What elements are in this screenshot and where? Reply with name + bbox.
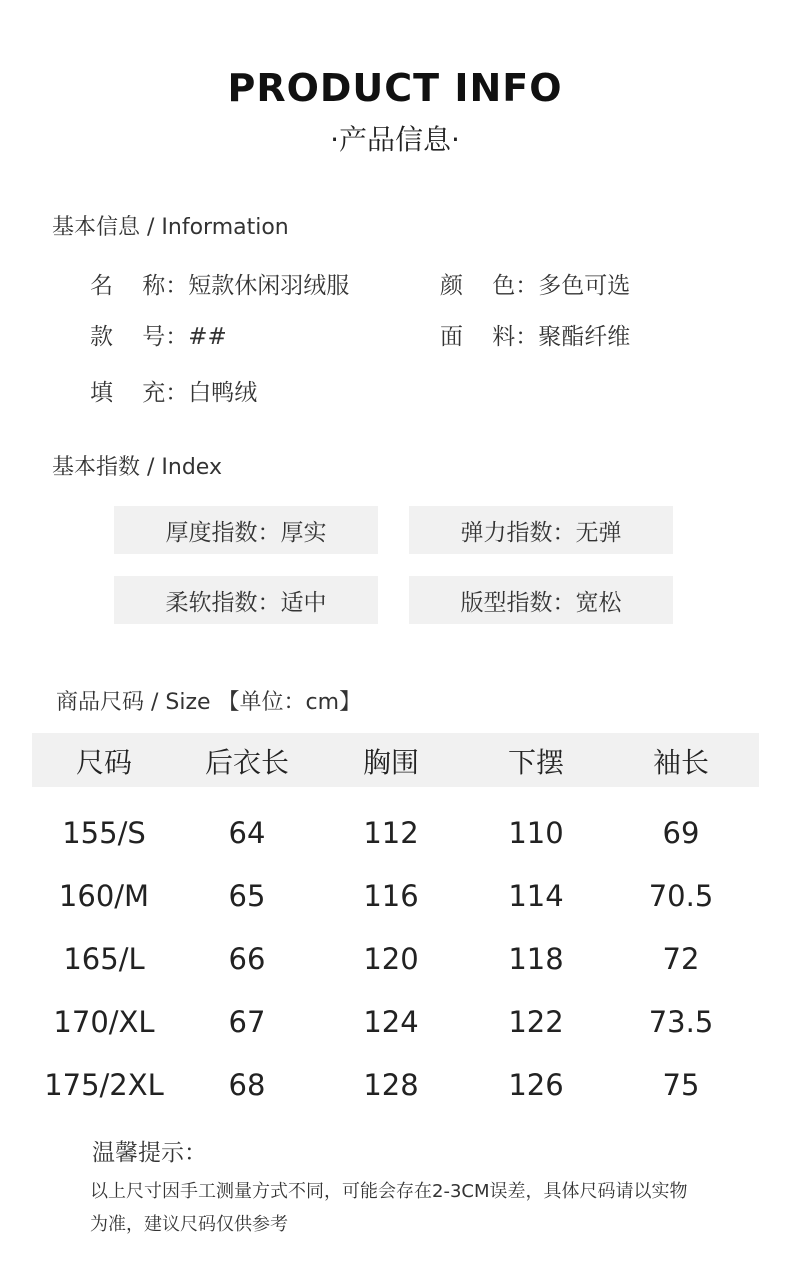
table-cell: 160/M	[58, 879, 150, 913]
column-header-hem: 下摆	[507, 746, 564, 779]
column-header-back-length: 后衣长	[204, 746, 289, 779]
table-cell: 69	[662, 816, 700, 850]
table-cell: 73.5	[648, 1005, 714, 1039]
section-heading-size: 商品尺码 / Size 【单位：cm】	[56, 690, 362, 715]
table-cell: 118	[508, 942, 564, 976]
table-cell: 72	[662, 942, 700, 976]
table-cell: 128	[363, 1068, 419, 1102]
column-header-chest: 胸围	[362, 746, 419, 779]
field-fabric: 面 料：聚酯纤维	[440, 324, 631, 350]
table-cell: 70.5	[648, 879, 714, 913]
table-cell: 114	[508, 879, 564, 913]
table-cell: 75	[662, 1068, 700, 1102]
column-header-size: 尺码	[75, 746, 132, 779]
section-heading-index: 基本指数 / Index	[52, 455, 222, 480]
column-header-sleeve: 袖长	[652, 746, 709, 779]
page-title: PRODUCT INFO	[227, 66, 563, 110]
table-cell: 65	[228, 879, 266, 913]
field-color: 颜 色：多色可选	[440, 273, 631, 299]
index-fit: 版型指数：宽松	[409, 576, 673, 624]
table-cell: 64	[228, 816, 266, 850]
notes-title: 温馨提示：	[92, 1140, 207, 1166]
table-cell: 165/L	[63, 942, 145, 976]
page-subtitle: ·产品信息·	[330, 123, 460, 156]
notes-line: 以上尺寸因手工测量方式不同，可能会存在2-3CM误差，具体尺码请以实物	[90, 1181, 688, 1202]
table-cell: 124	[363, 1005, 419, 1039]
table-cell: 170/XL	[53, 1005, 155, 1039]
table-cell: 67	[228, 1005, 266, 1039]
table-cell: 68	[228, 1068, 266, 1102]
section-heading-information: 基本信息 / Information	[52, 215, 289, 240]
table-cell: 112	[363, 816, 419, 850]
index-softness: 柔软指数：适中	[114, 576, 378, 624]
index-elasticity: 弹力指数：无弹	[409, 506, 673, 554]
table-cell: 66	[228, 942, 266, 976]
notes-line: 为准，建议尺码仅供参考	[90, 1214, 288, 1235]
index-thickness: 厚度指数：厚实	[114, 506, 378, 554]
table-cell: 110	[508, 816, 564, 850]
field-style-number: 款 号：##	[90, 324, 227, 350]
table-cell: 155/S	[62, 816, 146, 850]
table-cell: 122	[508, 1005, 564, 1039]
table-cell: 116	[363, 879, 419, 913]
table-cell: 175/2XL	[44, 1068, 164, 1102]
field-filling: 填 充：白鸭绒	[90, 380, 258, 406]
field-name: 名 称：短款休闲羽绒服	[90, 273, 350, 299]
table-cell: 126	[508, 1068, 564, 1102]
table-cell: 120	[363, 942, 419, 976]
